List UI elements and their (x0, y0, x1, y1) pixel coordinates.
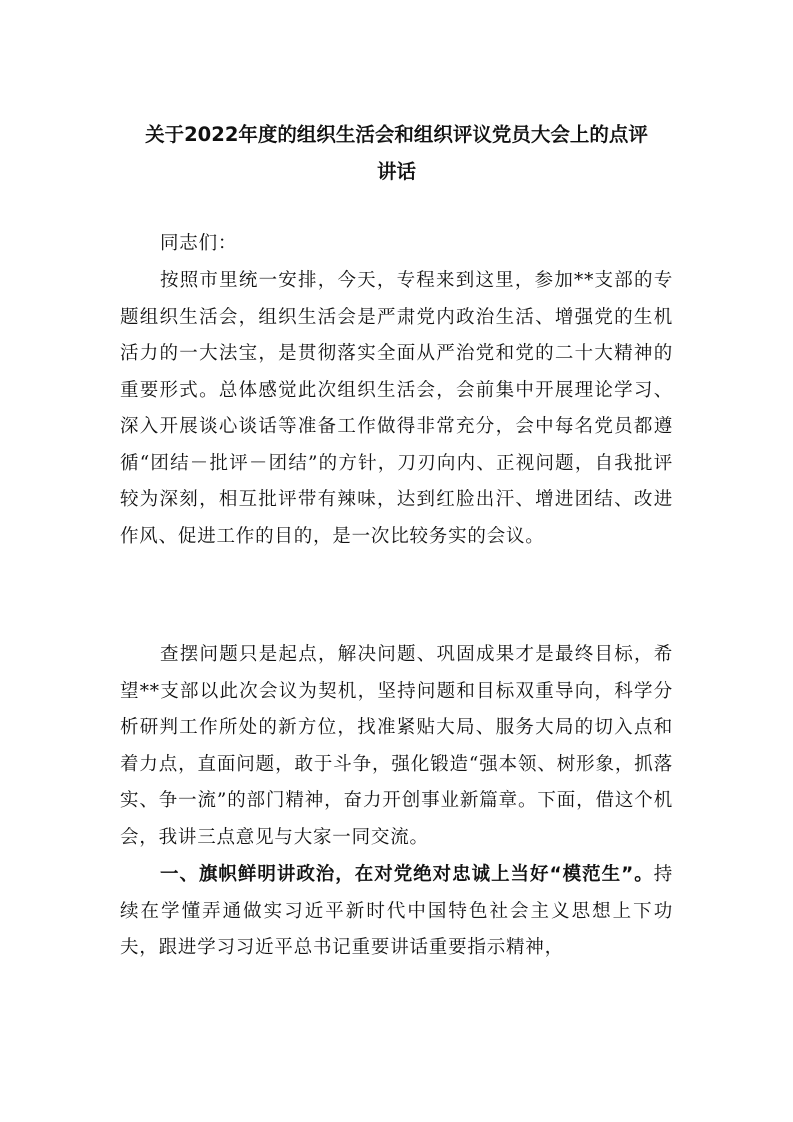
section-1-heading: 一、旗帜鲜明讲政治，在对党绝对忠诚上当好“模范生”。 (160, 864, 654, 885)
section-1-paragraph (120, 857, 673, 967)
section-1-text: 持续在学懂弄通做实习近平新时代中国特色社会主义思想上下功夫，跟进学习习近平总书记重要讲话重要指示精神， (120, 864, 673, 958)
paragraph-1: 按照市里统一安排，今天，专程来到这里，参加**支部的专题组织生活会，组织生活会是严肃党内政治生活、增强党的生机活力的一大法宝，是贯彻落实全面从严治党和党的二十大精神的重要形式。总体感觉此次组织生活会，会前集中开展理论学习、深入开展谈心谈话等准备工作做得非常充分，会中每名党员都遵循“团结－批评－团结”的方针，刀刃向内、正视问题，自我批评较为深刻，相互批评带有辣味，达到红脸出汗、增进团结、改进作风、促进工作的目的，是一次比较务实的会议。 (120, 270, 673, 547)
paragraph-2: 查摆问题只是起点，解决问题、巩固成果才是最终目标，希望**支部以此次会议为契机，坚持问题和目标双重导向，科学分析研判工作所处的新方位，找准紧贴大局、服务大局的切入点和着力点，直面问题，敢于斗争，强化锻造“强本领、树形象，抓落实、争一流”的部门精神，奋力开创事业新篇章。下面，借这个机会，我讲三点意见与大家一同交流。 (120, 644, 673, 848)
salutation: 同志们： (160, 233, 238, 254)
document-title-line-1: 关于2022年度的组织生活会和组织评议党员大会上的点评 (145, 123, 648, 146)
document-title-line-2: 讲话 (376, 160, 416, 183)
